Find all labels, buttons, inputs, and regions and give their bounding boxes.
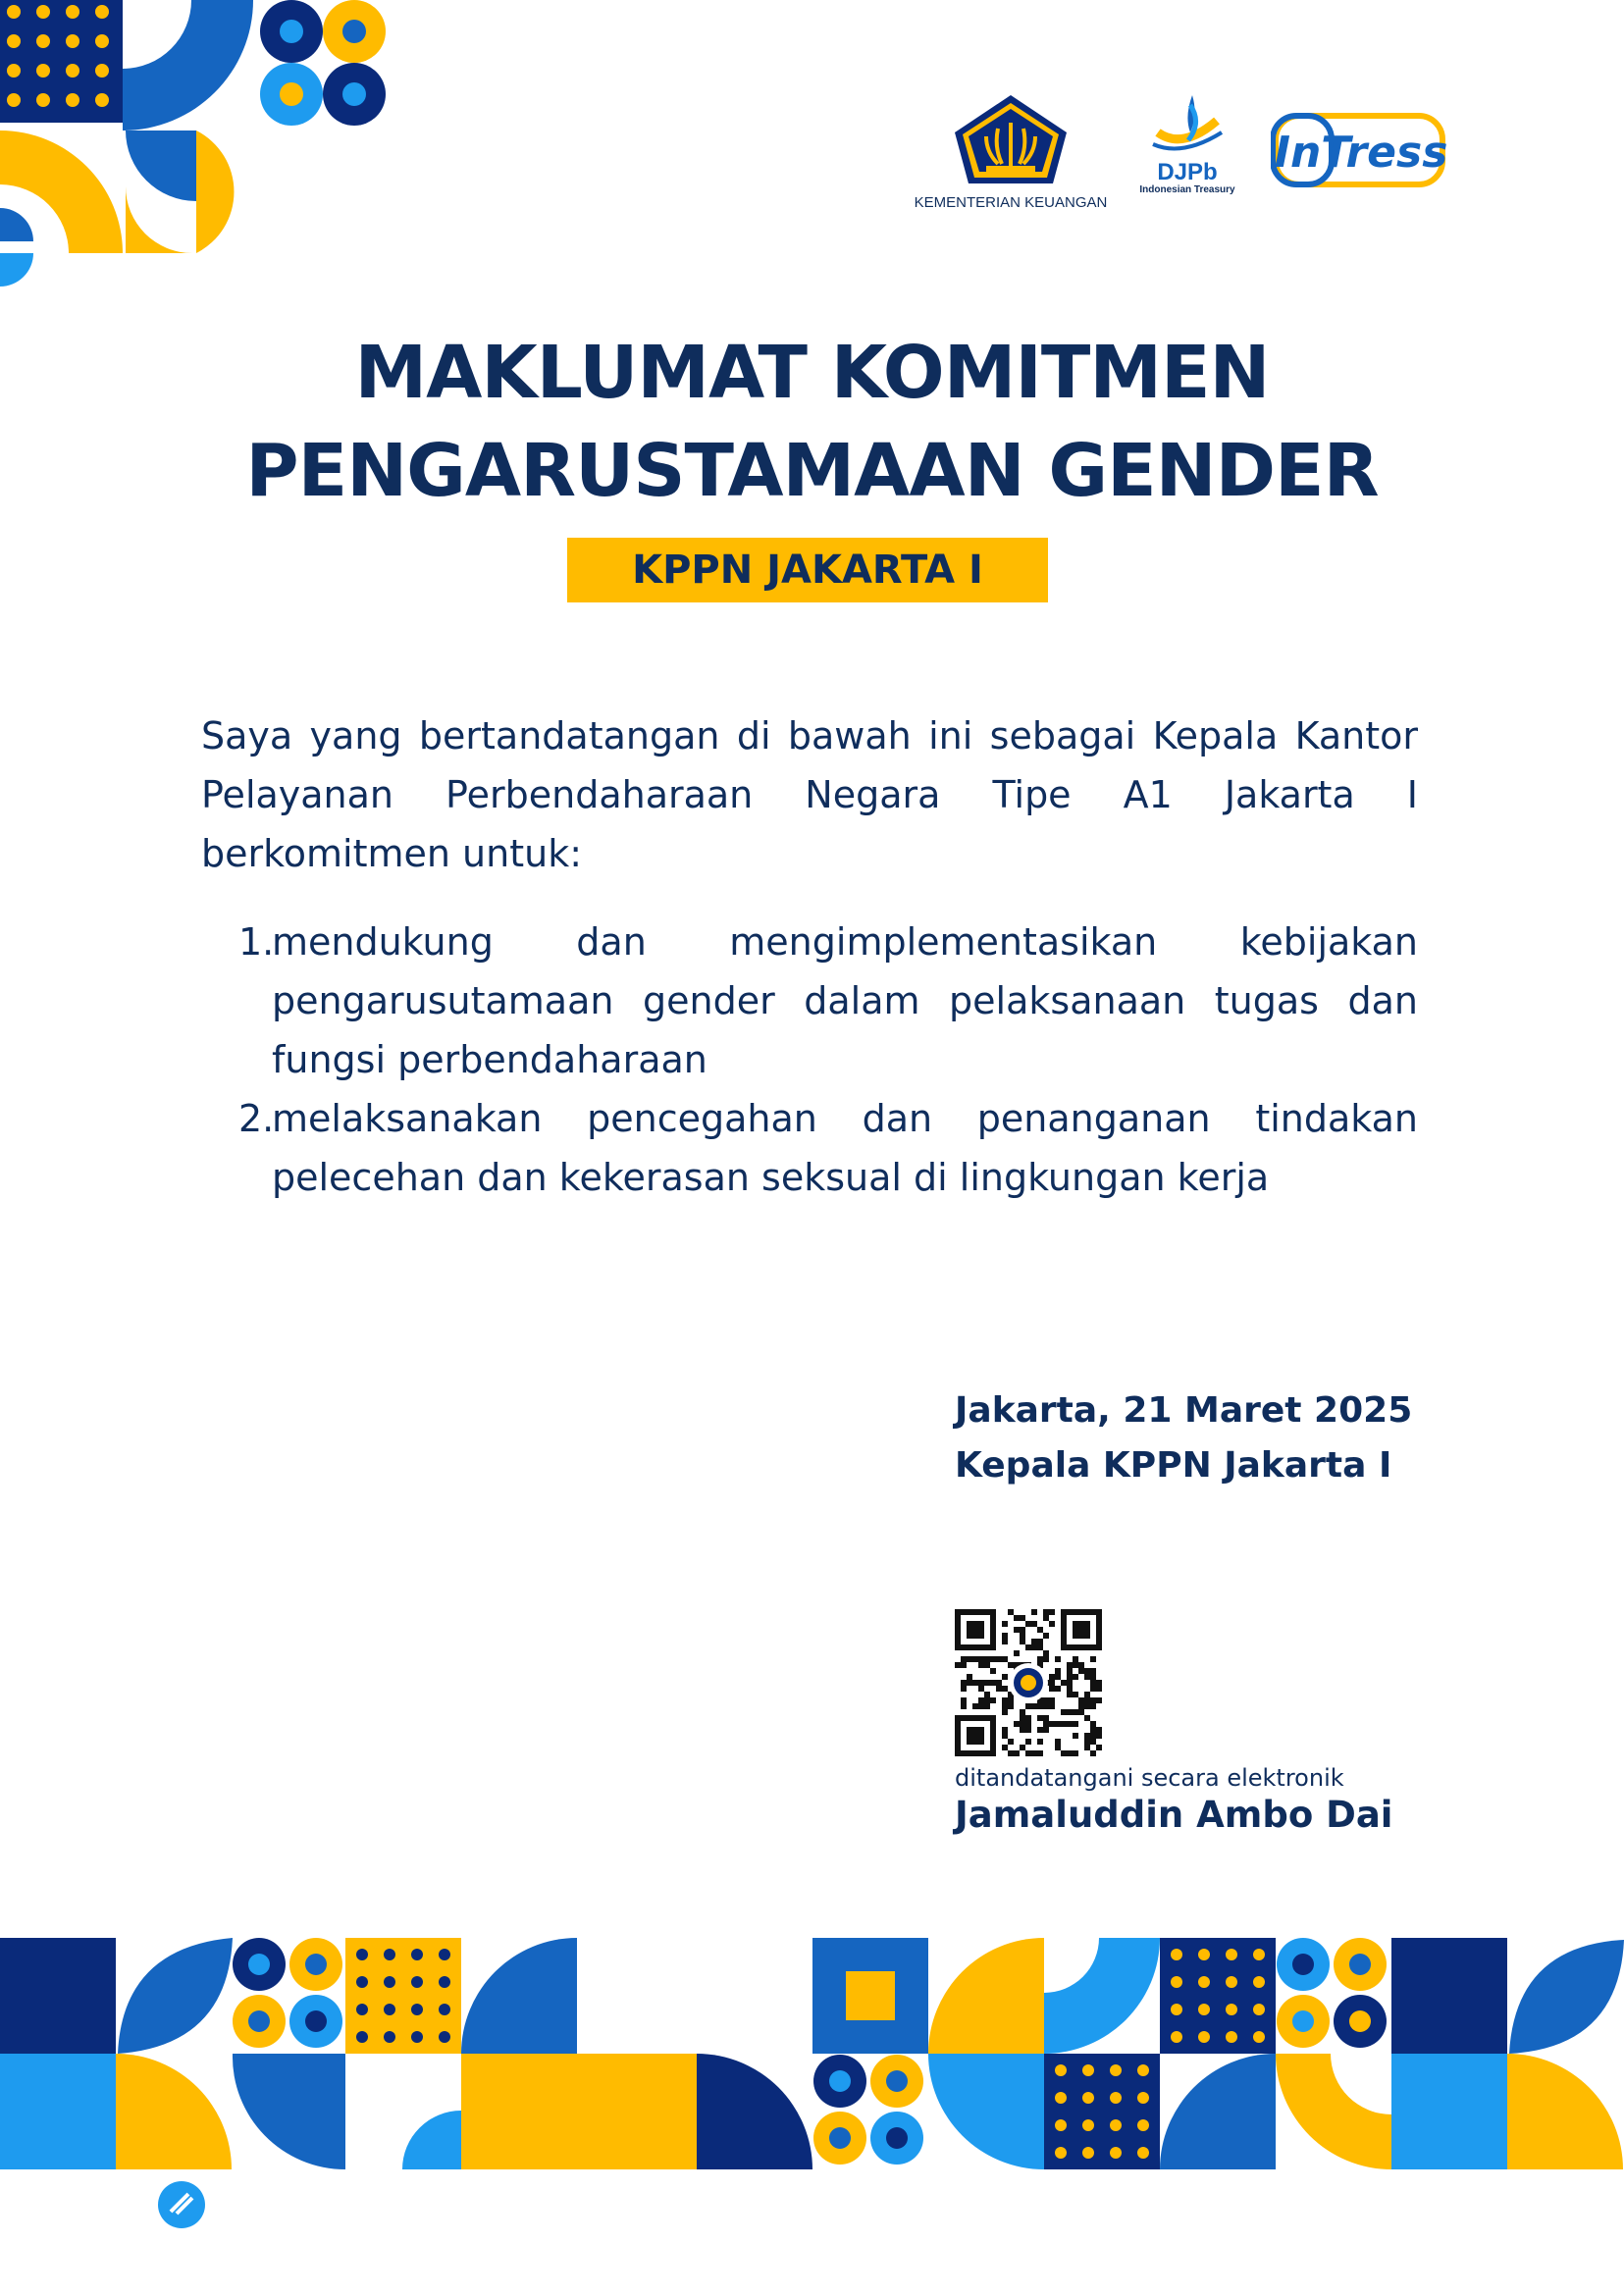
watermark-icon bbox=[157, 2180, 206, 2229]
djpb-label: DJPb bbox=[1157, 159, 1218, 185]
list-item-number: 2. bbox=[238, 1097, 275, 1140]
title-line-2: PENGARUSTAMAAN GENDER bbox=[245, 429, 1379, 513]
esign-note: ditandatangani secara elektronik bbox=[955, 1764, 1344, 1792]
signer-name: Jamaluddin Ambo Dai bbox=[955, 1794, 1393, 1836]
top-left-decoration bbox=[0, 0, 412, 324]
list-item-number: 1. bbox=[238, 920, 275, 964]
djpb-sublabel: Indonesian Treasury bbox=[1139, 184, 1235, 195]
office-badge: KPPN JAKARTA I bbox=[567, 538, 1048, 602]
qr-code-icon bbox=[955, 1609, 1102, 1756]
kemenkeu-emblem-icon bbox=[908, 93, 1114, 186]
signature-block bbox=[955, 1383, 1412, 1493]
place-date: Jakarta, 21 Maret 2025 bbox=[955, 1390, 1413, 1431]
intro-paragraph: Saya yang bertandatangan di bawah ini sebagai Kepala Kantor Pelayanan Perbendaharaan Negara Tipe A1 Jakarta I berkomitmen untuk: bbox=[201, 714, 1418, 875]
intress-emblem-icon bbox=[1271, 108, 1452, 191]
djpb-emblem-icon bbox=[1143, 93, 1231, 157]
djpb-logo bbox=[1124, 93, 1251, 195]
list-item bbox=[201, 913, 1418, 1089]
commitment-list bbox=[201, 913, 1418, 1207]
bottom-decoration bbox=[0, 1938, 1624, 2183]
list-item-text: melaksanakan pencegahan dan penanganan tindakan pelecehan dan kekerasan seksual di lingkungan kerja bbox=[272, 1097, 1418, 1199]
intress-logo bbox=[1271, 108, 1452, 191]
list-item bbox=[201, 1089, 1418, 1207]
list-item-text: mendukung dan mengimplementasikan kebijakan pengarusutamaan gender dalam pelaksanaan tugas dan fungsi perbendaharaan bbox=[272, 920, 1418, 1081]
kemenkeu-label: KEMENTERIAN KEUANGAN bbox=[914, 194, 1108, 211]
signer-position: Kepala KPPN Jakarta I bbox=[955, 1445, 1392, 1486]
intress-label: InTress bbox=[1274, 128, 1448, 178]
title-line-1: MAKLUMAT KOMITMEN bbox=[354, 331, 1270, 415]
document-title bbox=[0, 324, 1624, 520]
kemenkeu-logo bbox=[908, 93, 1114, 211]
